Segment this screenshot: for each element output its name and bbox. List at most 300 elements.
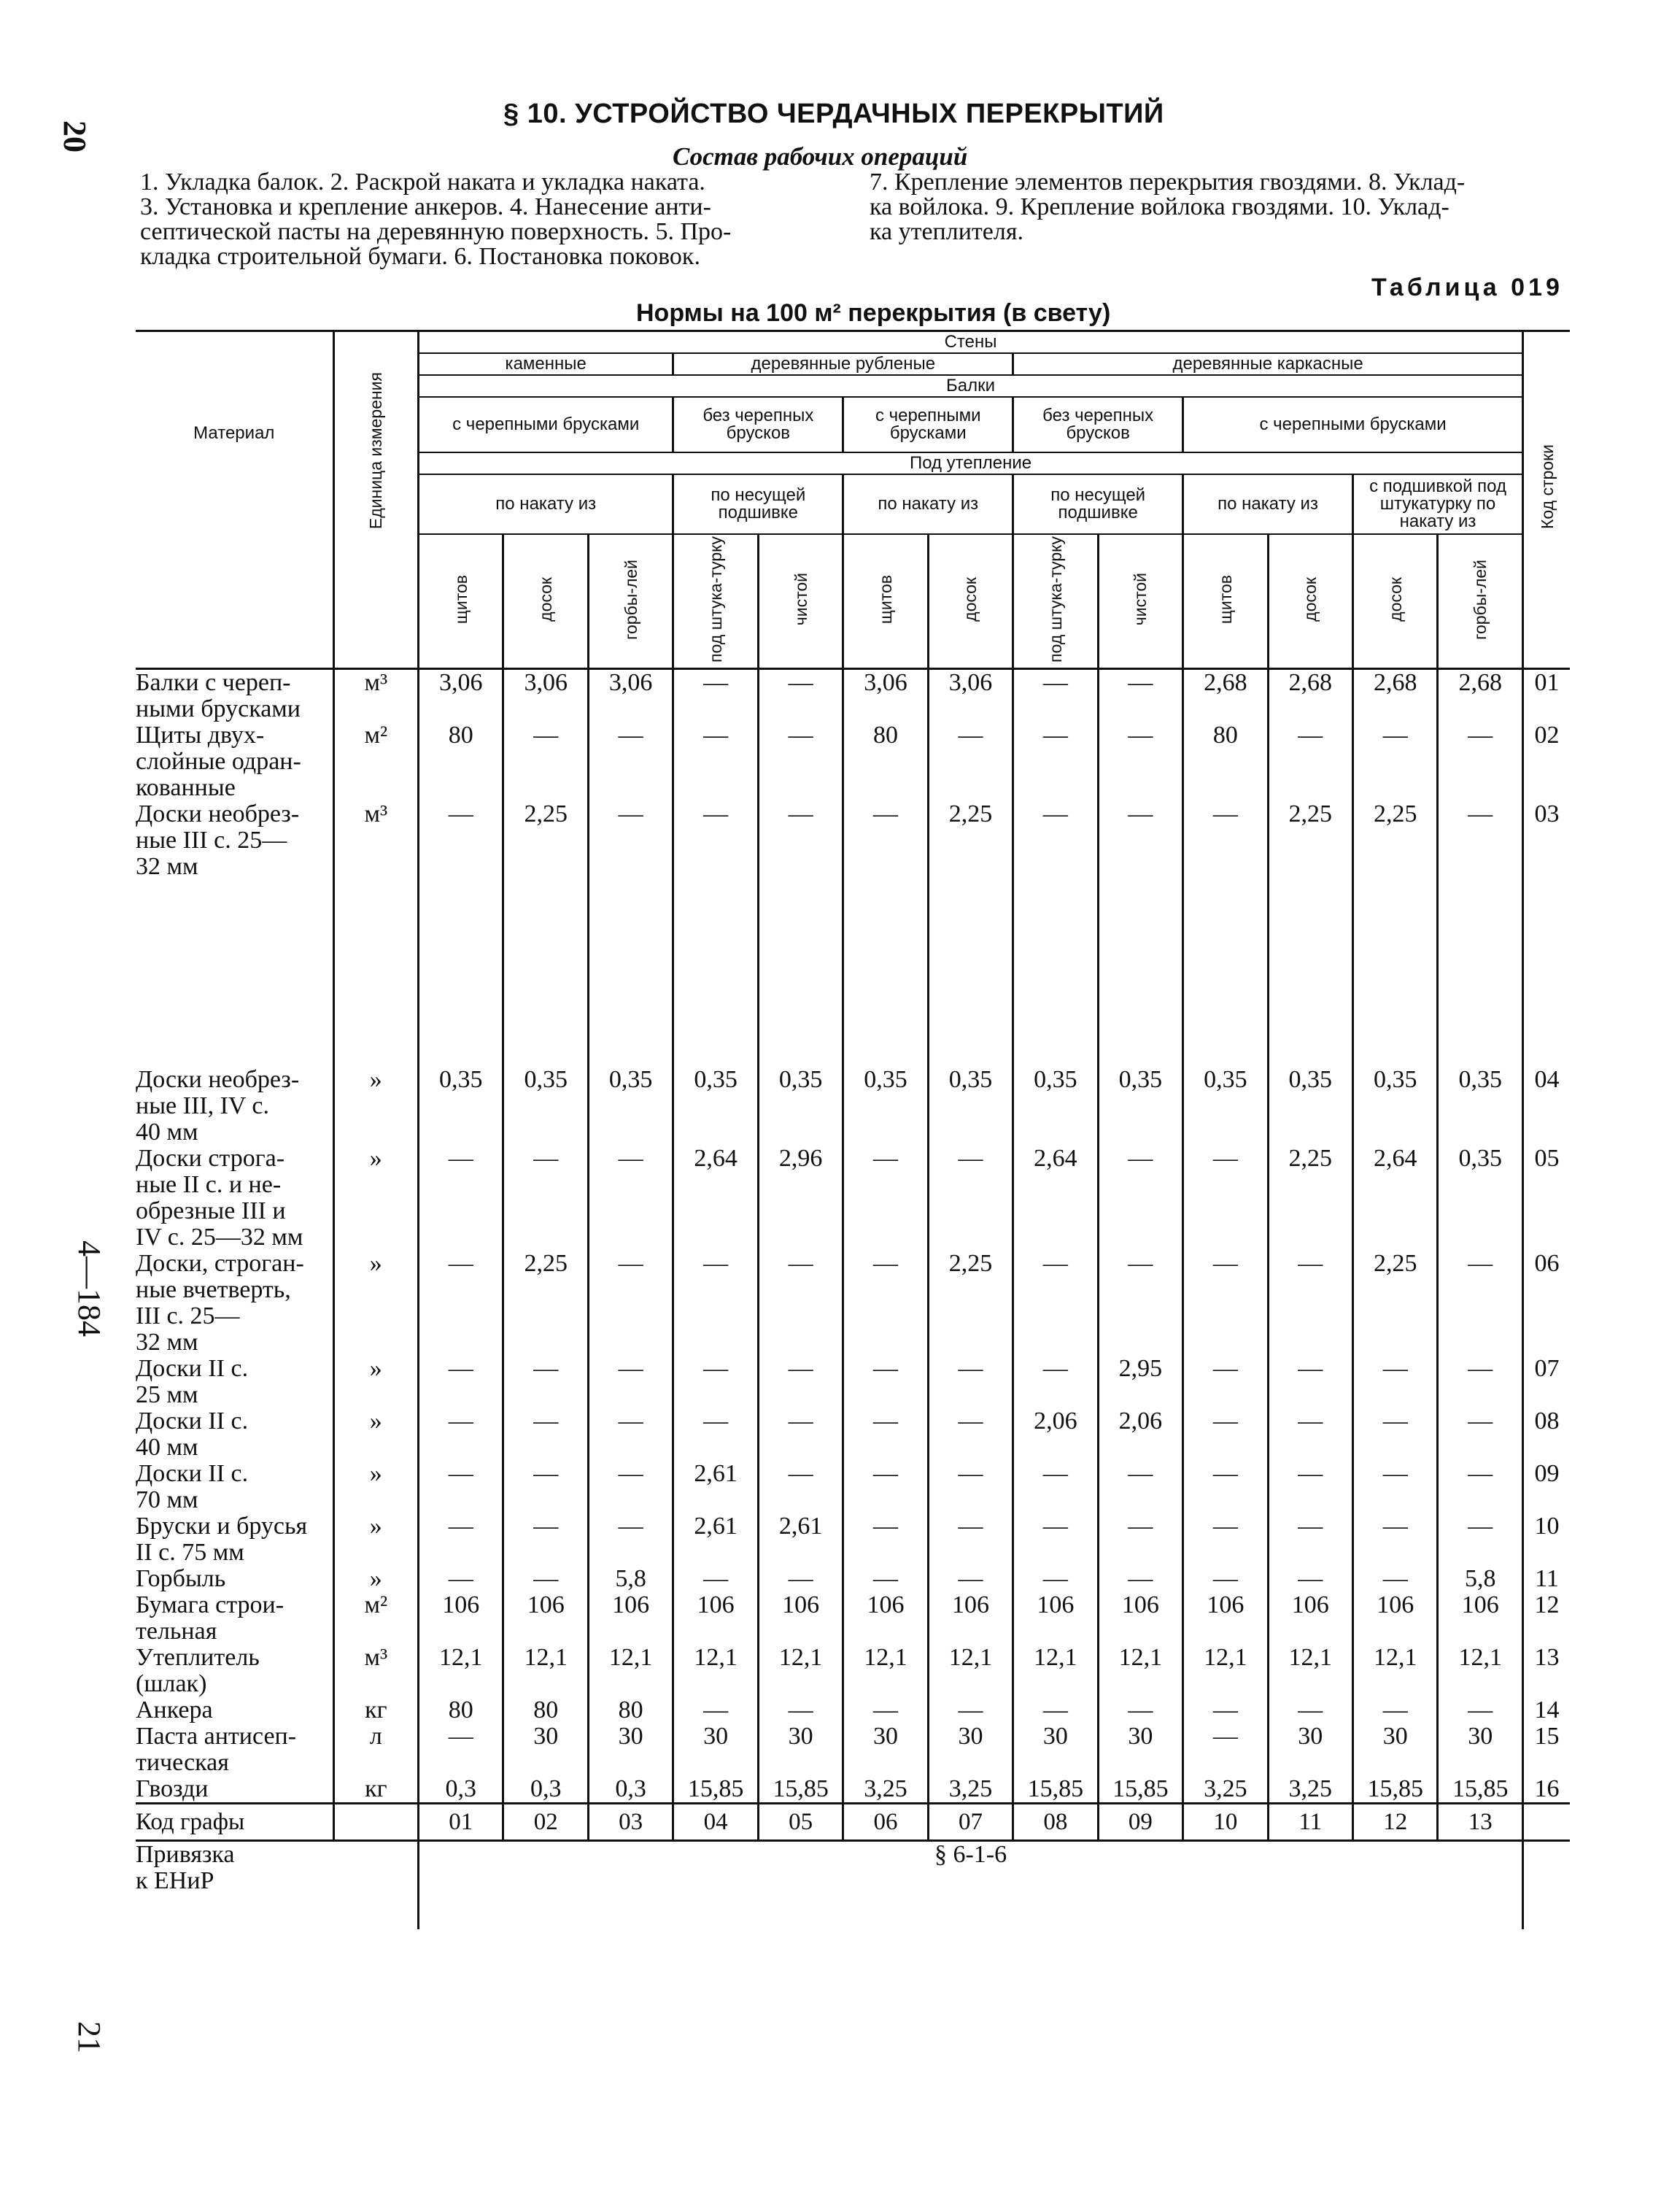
value-cell: —	[1268, 1356, 1352, 1408]
value-cell: —	[1268, 1251, 1352, 1356]
value-cell: 2,25	[503, 801, 588, 880]
value-cell: 15,85	[1013, 1776, 1098, 1804]
value-cell: 106	[1183, 1592, 1268, 1645]
value-cell: 12,1	[1183, 1645, 1268, 1697]
value-cell: 30	[843, 1723, 928, 1776]
value-cell: —	[673, 1356, 758, 1408]
header-wall-stone: каменные	[419, 353, 673, 375]
material-cell	[136, 1566, 333, 1592]
material-cell	[136, 1356, 333, 1408]
value-cell: —	[419, 1461, 503, 1513]
material-cell	[136, 1146, 333, 1251]
header-col: щитов	[451, 574, 471, 625]
material-line: Щиты двух-	[136, 721, 265, 749]
value-cell: 106	[928, 1592, 1013, 1645]
graph-code-cell: 03	[588, 1803, 673, 1840]
value-cell: 0,35	[1438, 1146, 1523, 1251]
value-cell: —	[419, 801, 503, 880]
header-material: Материал	[136, 331, 333, 535]
material-line: Доски II с.	[136, 1459, 249, 1487]
value-cell: 12,1	[843, 1645, 928, 1697]
unit-cell: кг	[333, 1776, 418, 1804]
value-cell: 12,1	[1353, 1645, 1438, 1697]
graph-code-label: Код графы	[136, 1803, 333, 1840]
value-cell: —	[673, 1697, 758, 1723]
value-cell: 80	[419, 722, 503, 801]
value-cell: 0,35	[673, 1067, 758, 1146]
table-body-top	[136, 668, 1570, 880]
material-line: Доски, строган-	[136, 1249, 304, 1277]
row-code-cell: 04	[1523, 1067, 1570, 1146]
operations-line: септической пасты на деревянную поверхность. 5. Про-	[140, 218, 732, 245]
table-row	[136, 1408, 1570, 1461]
value-cell: —	[843, 1408, 928, 1461]
header-col: горбы-лей	[621, 559, 640, 640]
table-row	[136, 1146, 1570, 1251]
material-line: ными брусками	[136, 695, 301, 722]
material-line: 70 мм	[136, 1486, 198, 1513]
value-cell: 0,3	[588, 1776, 673, 1804]
header-group: с подшивкой под штукатурку по накату из	[1353, 474, 1523, 534]
header-col: горбы-лей	[1471, 559, 1490, 640]
value-cell: —	[1013, 1356, 1098, 1408]
value-cell: —	[1183, 1723, 1268, 1776]
material-line: тельная	[136, 1617, 217, 1645]
header-group: по несущей подшивке	[1013, 474, 1183, 534]
value-cell: 106	[758, 1592, 843, 1645]
material-line: Доски строга-	[136, 1144, 285, 1172]
value-cell: —	[1013, 1566, 1098, 1592]
value-cell: —	[843, 1513, 928, 1566]
material-line: Утеплитель	[136, 1643, 260, 1671]
graph-code-cell: 02	[503, 1803, 588, 1840]
operations-left-column	[140, 170, 840, 269]
material-cell	[136, 1723, 333, 1776]
table-row	[136, 1513, 1570, 1566]
value-cell: —	[673, 1251, 758, 1356]
value-cell: —	[1353, 1513, 1438, 1566]
value-cell: 12,1	[928, 1645, 1013, 1697]
operations-line: ка утеплителя.	[870, 218, 1023, 245]
value-cell: —	[843, 801, 928, 880]
value-cell: —	[1438, 1356, 1523, 1408]
value-cell: —	[1013, 722, 1098, 801]
unit-cell: л	[333, 1723, 418, 1776]
unit-cell: »	[333, 1146, 418, 1251]
material-line: Бумага строи-	[136, 1591, 284, 1618]
table-row	[136, 1067, 1570, 1146]
value-cell: —	[1098, 801, 1182, 880]
value-cell: 2,64	[1013, 1146, 1098, 1251]
value-cell: 12,1	[503, 1645, 588, 1697]
value-cell: —	[503, 722, 588, 801]
value-cell: 80	[1183, 722, 1268, 801]
value-cell: 0,35	[503, 1067, 588, 1146]
value-cell: 3,06	[588, 668, 673, 722]
value-cell: 2,61	[673, 1461, 758, 1513]
header-beam-type: без черепных брусков	[673, 397, 843, 452]
value-cell: 5,8	[588, 1566, 673, 1592]
value-cell: 15,85	[1098, 1776, 1182, 1804]
material-line: кованные	[136, 773, 236, 801]
value-cell: 0,35	[419, 1067, 503, 1146]
row-code-cell: 02	[1523, 722, 1570, 801]
value-cell: —	[1013, 1697, 1098, 1723]
material-line: Бруски и брусья	[136, 1512, 308, 1540]
value-cell: 2,25	[1268, 1146, 1352, 1251]
value-cell: 3,25	[843, 1776, 928, 1804]
value-cell: 80	[588, 1697, 673, 1723]
value-cell: 2,25	[928, 801, 1013, 880]
value-cell: —	[1353, 1461, 1438, 1513]
value-cell: 0,35	[1183, 1067, 1268, 1146]
value-cell: 12,1	[1268, 1645, 1352, 1697]
value-cell: —	[588, 1251, 673, 1356]
unit-cell: »	[333, 1566, 418, 1592]
side-code: 4—184	[71, 1240, 107, 1337]
header-unit: Единица измерения	[366, 371, 386, 529]
material-cell	[136, 1067, 333, 1146]
table-row	[136, 1356, 1570, 1408]
operations-line: 1. Укладка балок. 2. Раскрой наката и укладка наката.	[140, 169, 705, 196]
material-line: тическая	[136, 1748, 229, 1776]
row-code-cell: 08	[1523, 1408, 1570, 1461]
value-cell: —	[1098, 1461, 1182, 1513]
value-cell: —	[588, 722, 673, 801]
table-row	[136, 1697, 1570, 1723]
table-body-bottom	[136, 1067, 1570, 1804]
header-insulation: Под утепление	[419, 452, 1523, 474]
material-line: Балки с череп-	[136, 668, 291, 696]
value-cell: —	[758, 801, 843, 880]
value-cell: —	[758, 1461, 843, 1513]
table-row	[136, 1592, 1570, 1645]
page-number-bottom: 21	[71, 2021, 107, 2053]
unit-cell: »	[333, 1408, 418, 1461]
value-cell: 2,06	[1098, 1408, 1182, 1461]
value-cell: 2,25	[1353, 1251, 1438, 1356]
material-line: 40 мм	[136, 1118, 198, 1146]
value-cell: 106	[843, 1592, 928, 1645]
material-line: 32 мм	[136, 1328, 198, 1356]
value-cell: —	[419, 1356, 503, 1408]
value-cell: 30	[1268, 1723, 1352, 1776]
binding-label	[136, 1840, 333, 1929]
value-cell: —	[843, 1697, 928, 1723]
value-cell: —	[588, 1461, 673, 1513]
value-cell: 2,25	[928, 1251, 1013, 1356]
value-cell: —	[673, 1566, 758, 1592]
value-cell: —	[1183, 1251, 1268, 1356]
value-cell: —	[928, 1408, 1013, 1461]
value-cell: —	[1183, 1697, 1268, 1723]
value-cell: —	[1268, 1697, 1352, 1723]
value-cell: 106	[419, 1592, 503, 1645]
value-cell: 106	[1268, 1592, 1352, 1645]
value-cell: 106	[1438, 1592, 1523, 1645]
table-row	[136, 722, 1570, 801]
material-line: Горбыль	[136, 1564, 226, 1592]
unit-cell: »	[333, 1461, 418, 1513]
value-cell: —	[1098, 1513, 1182, 1566]
value-cell: —	[1438, 1408, 1523, 1461]
value-cell: 15,85	[1438, 1776, 1523, 1804]
value-cell: —	[1013, 801, 1098, 880]
material-cell	[136, 1645, 333, 1697]
graph-code-cell: 09	[1098, 1803, 1182, 1840]
header-col: чистой	[1131, 573, 1150, 626]
graph-code-cell: 07	[928, 1803, 1013, 1840]
value-cell: 2,25	[503, 1251, 588, 1356]
value-cell: 2,25	[1353, 801, 1438, 880]
unit-cell: »	[333, 1067, 418, 1146]
value-cell: —	[843, 1566, 928, 1592]
material-line: ные вчетверть,	[136, 1275, 291, 1303]
header-col: под штука-турку	[706, 536, 726, 663]
row-code-cell: 16	[1523, 1776, 1570, 1804]
value-cell: —	[1183, 1356, 1268, 1408]
value-cell: 106	[1013, 1592, 1098, 1645]
binding-value: § 6-1-6	[419, 1840, 1523, 1929]
header-col: досок	[1385, 577, 1405, 622]
header-col: досок	[536, 577, 556, 622]
value-cell: 12,1	[419, 1645, 503, 1697]
value-cell: —	[1098, 1697, 1182, 1723]
material-line: 32 мм	[136, 852, 198, 880]
graph-code-cell: 11	[1268, 1803, 1352, 1840]
graph-code-cell: 10	[1183, 1803, 1268, 1840]
value-cell: 106	[588, 1592, 673, 1645]
material-line: слойные одран-	[136, 747, 301, 775]
value-cell: 5,8	[1438, 1566, 1523, 1592]
value-cell: 12,1	[1098, 1645, 1182, 1697]
value-cell: —	[588, 1408, 673, 1461]
table-gap	[136, 880, 1570, 1067]
value-cell: 2,61	[758, 1513, 843, 1566]
value-cell: —	[1183, 1146, 1268, 1251]
graph-code-cell: 04	[673, 1803, 758, 1840]
graph-code-cell: 13	[1438, 1803, 1523, 1840]
row-code-cell: 03	[1523, 801, 1570, 880]
value-cell: 106	[1098, 1592, 1182, 1645]
unit-cell: м³	[333, 1645, 418, 1697]
material-line: ные III с. 25—	[136, 826, 287, 854]
material-cell	[136, 1776, 333, 1804]
row-code-cell: 07	[1523, 1356, 1570, 1408]
operations-line: кладка строительной бумаги. 6. Постановка поковок.	[140, 243, 700, 270]
material-cell	[136, 668, 333, 722]
material-cell	[136, 1251, 333, 1356]
value-cell: —	[1438, 1251, 1523, 1356]
material-cell	[136, 1592, 333, 1645]
header-row-code: Код строки	[1537, 444, 1557, 529]
value-cell: —	[1268, 1461, 1352, 1513]
material-cell	[136, 801, 333, 880]
operations-line: ка войлока. 9. Крепление войлока гвоздями. 10. Уклад-	[870, 193, 1449, 220]
header-group: по накату из	[1183, 474, 1353, 534]
table-caption: Нормы на 100 м² перекрытия (в свету)	[636, 299, 1111, 327]
value-cell: —	[928, 1513, 1013, 1566]
material-cell	[136, 722, 333, 801]
value-cell: —	[1098, 1251, 1182, 1356]
value-cell: —	[928, 722, 1013, 801]
value-cell: 12,1	[673, 1645, 758, 1697]
value-cell: 15,85	[1353, 1776, 1438, 1804]
value-cell: —	[419, 1408, 503, 1461]
unit-cell: м²	[333, 722, 418, 801]
value-cell: —	[673, 722, 758, 801]
material-cell	[136, 1461, 333, 1513]
table-row	[136, 1251, 1570, 1356]
value-cell: 0,35	[1268, 1067, 1352, 1146]
material-line: ные II с. и не-	[136, 1170, 282, 1198]
material-line: IV с. 25—32 мм	[136, 1223, 303, 1251]
material-line: II с. 75 мм	[136, 1538, 244, 1566]
value-cell: 30	[1013, 1723, 1098, 1776]
unit-cell: »	[333, 1251, 418, 1356]
value-cell: 30	[503, 1723, 588, 1776]
table-row	[136, 801, 1570, 880]
header-col: досок	[961, 577, 980, 622]
header-wall-frame: деревянные каркасные	[1013, 353, 1523, 375]
value-cell: 0,35	[1438, 1067, 1523, 1146]
value-cell: —	[843, 1461, 928, 1513]
value-cell: —	[1098, 1146, 1182, 1251]
value-cell: 0,35	[1013, 1067, 1098, 1146]
value-cell: —	[758, 1408, 843, 1461]
graph-code-cell: 05	[758, 1803, 843, 1840]
page-number-top: 20	[57, 120, 93, 153]
value-cell: —	[843, 1251, 928, 1356]
value-cell: 3,06	[843, 668, 928, 722]
value-cell: 2,64	[673, 1146, 758, 1251]
value-cell: —	[503, 1513, 588, 1566]
value-cell: —	[673, 1408, 758, 1461]
unit-cell: м³	[333, 668, 418, 722]
value-cell: —	[673, 668, 758, 722]
value-cell: —	[419, 1251, 503, 1356]
value-cell: —	[1438, 801, 1523, 880]
value-cell: 30	[1098, 1723, 1182, 1776]
value-cell: —	[503, 1356, 588, 1408]
value-cell: —	[758, 668, 843, 722]
header-col: под штука-турку	[1045, 536, 1065, 663]
value-cell: —	[419, 1513, 503, 1566]
unit-cell: м³	[333, 801, 418, 880]
header-beam-type: без черепных брусков	[1013, 397, 1183, 452]
value-cell: —	[1268, 722, 1352, 801]
row-code-cell: 01	[1523, 668, 1570, 722]
value-cell: —	[1353, 1356, 1438, 1408]
header-wall-log: деревянные рубленые	[673, 353, 1013, 375]
material-line: Доски II с.	[136, 1354, 249, 1382]
table-row	[136, 1776, 1570, 1804]
table-row	[136, 1723, 1570, 1776]
header-col: чистой	[791, 573, 810, 626]
header-group: по накату из	[419, 474, 673, 534]
value-cell: —	[1098, 668, 1182, 722]
value-cell: —	[1268, 1408, 1352, 1461]
unit-cell: »	[333, 1513, 418, 1566]
value-cell: 30	[928, 1723, 1013, 1776]
graph-code-cell: 06	[843, 1803, 928, 1840]
material-line: 40 мм	[136, 1433, 198, 1461]
value-cell: —	[758, 1697, 843, 1723]
value-cell: —	[419, 1723, 503, 1776]
value-cell: —	[588, 1356, 673, 1408]
value-cell: —	[1353, 1566, 1438, 1592]
value-cell: —	[928, 1356, 1013, 1408]
value-cell: —	[1438, 1697, 1523, 1723]
value-cell: 30	[673, 1723, 758, 1776]
value-cell: 2,96	[758, 1146, 843, 1251]
table-row	[136, 1645, 1570, 1697]
operations-line: 7. Крепление элементов перекрытия гвоздями. 8. Уклад-	[870, 169, 1466, 196]
value-cell: —	[588, 801, 673, 880]
value-cell: 2,06	[1013, 1408, 1098, 1461]
value-cell: —	[1013, 1251, 1098, 1356]
row-code-cell: 10	[1523, 1513, 1570, 1566]
value-cell: —	[503, 1461, 588, 1513]
value-cell: 30	[758, 1723, 843, 1776]
header-group: по накату из	[843, 474, 1013, 534]
value-cell: —	[503, 1566, 588, 1592]
binding-label-line: Привязка	[136, 1840, 235, 1868]
value-cell: 2,68	[1353, 668, 1438, 722]
unit-cell: м²	[333, 1592, 418, 1645]
value-cell: —	[843, 1356, 928, 1408]
header-beam-type: с черепными брусками	[1183, 397, 1523, 452]
value-cell: —	[588, 1146, 673, 1251]
value-cell: 0,35	[1353, 1067, 1438, 1146]
value-cell: —	[1438, 1513, 1523, 1566]
header-beams: Балки	[419, 375, 1523, 397]
value-cell: —	[588, 1513, 673, 1566]
value-cell: 2,64	[1353, 1146, 1438, 1251]
value-cell: —	[928, 1461, 1013, 1513]
value-cell: —	[1183, 1566, 1268, 1592]
material-cell	[136, 1513, 333, 1566]
header-group: по несущей подшивке	[673, 474, 843, 534]
operations-line: 3. Установка и крепление анкеров. 4. Нанесение анти-	[140, 193, 711, 220]
row-code-cell: 11	[1523, 1566, 1570, 1592]
value-cell: —	[928, 1697, 1013, 1723]
section-heading: § 10. УСТРОЙСТВО ЧЕРДАЧНЫХ ПЕРЕКРЫТИЙ	[503, 99, 1164, 129]
value-cell: —	[503, 1408, 588, 1461]
value-cell: —	[758, 1356, 843, 1408]
value-cell: 3,25	[1268, 1776, 1352, 1804]
value-cell: 12,1	[588, 1645, 673, 1697]
table-number: Таблица 019	[1371, 274, 1563, 301]
value-cell: —	[758, 1566, 843, 1592]
table-row	[136, 1461, 1570, 1513]
value-cell: 0,35	[588, 1067, 673, 1146]
value-cell: —	[1438, 1461, 1523, 1513]
value-cell: 0,3	[503, 1776, 588, 1804]
value-cell: —	[1013, 1513, 1098, 1566]
material-cell	[136, 1408, 333, 1461]
row-code-cell: 14	[1523, 1697, 1570, 1723]
value-cell: 2,95	[1098, 1356, 1182, 1408]
header-col: щитов	[1215, 574, 1235, 625]
value-cell: —	[503, 1146, 588, 1251]
value-cell: —	[1183, 801, 1268, 880]
value-cell: —	[1183, 1461, 1268, 1513]
material-line: ные III, IV с.	[136, 1092, 269, 1119]
header-walls: Стены	[419, 331, 1523, 354]
value-cell: —	[1013, 668, 1098, 722]
graph-code-cell: 01	[419, 1803, 503, 1840]
